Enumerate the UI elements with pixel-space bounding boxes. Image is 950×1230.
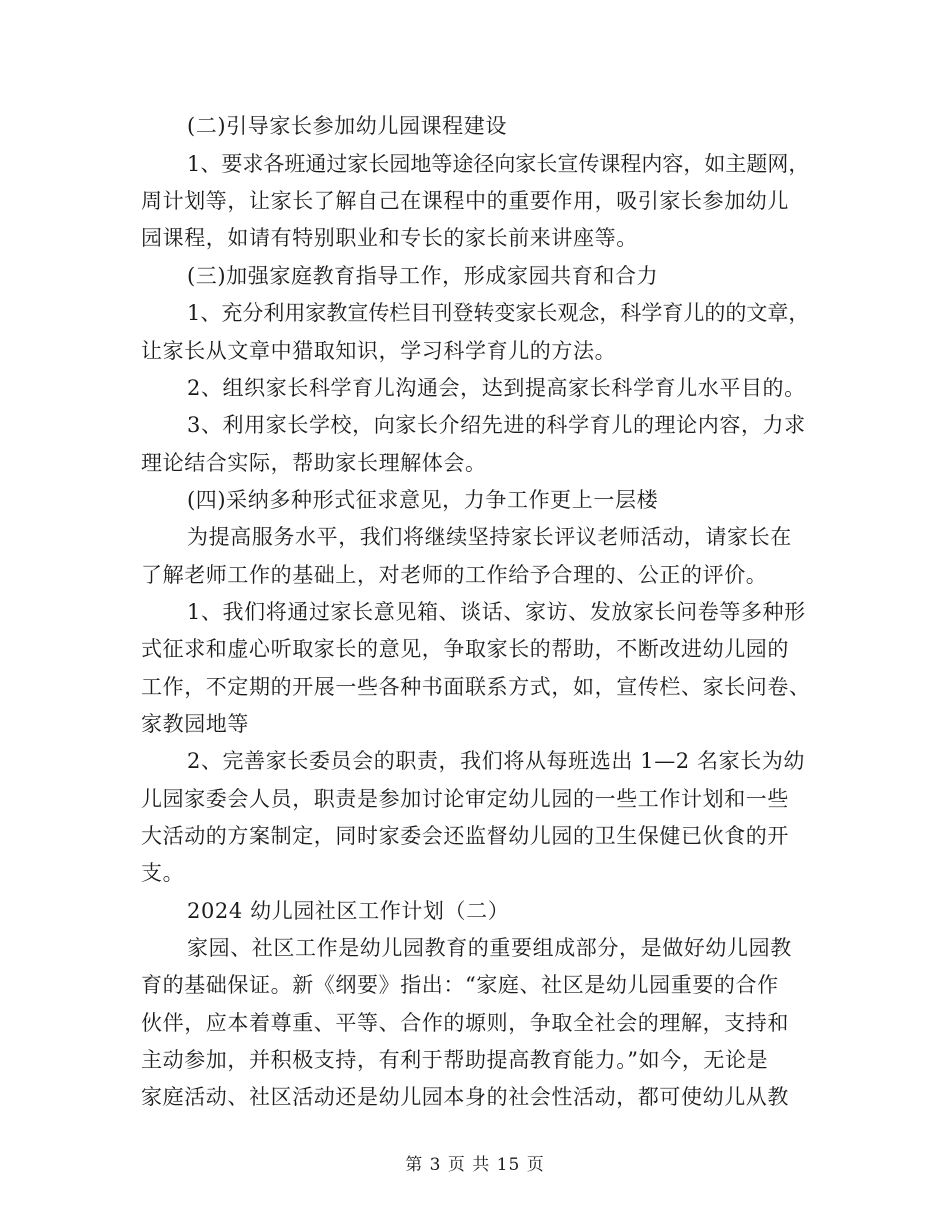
plan-title: 2024 幼儿园社区工作计划（二） [187, 899, 510, 923]
paragraph-line: 伙伴，应本着尊重、平等、合作的塬则，争取全社会的理解，支持和 [141, 1011, 789, 1035]
paragraph-line: 主动参加，并积极支持，有利于帮助提高教育能力。”如今，无论是 [141, 1048, 769, 1072]
paragraph-line: 家园、社区工作是幼儿园教育的重要组成部分，是做好幼儿园教 [187, 936, 792, 960]
paragraph-line: 2、完善家长委员会的职责，我们将从每班选出 1—2 名家长为幼 [187, 749, 806, 773]
section-heading-3: (三)加强家庭教育指导工作，形成家园共育和合力 [187, 264, 659, 288]
paragraph-line: 让家长从文章中猎取知识，学习科学育儿的方法。 [141, 339, 617, 363]
page-footer: 第 3 页 共 15 页 [405, 1155, 545, 1175]
section-heading-2: (二)引导家长参加幼儿园课程建设 [187, 114, 507, 138]
paragraph-line: 支。 [141, 861, 185, 885]
paragraph-line: 1、我们将通过家长意见箱、谈话、家访、发放家长问卷等多种形 [187, 600, 806, 624]
paragraph-line: 2、组织家长科学育儿沟通会，达到提高家长科学育儿水平目的。 [187, 376, 806, 400]
paragraph-line: 了解老师工作的基础上，对老师的工作给予合理的、公正的评价。 [141, 563, 768, 587]
paragraph-line: 1、充分利用家教宣传栏目刊登转变家长观念，科学育儿的的文章， [187, 301, 810, 325]
paragraph-line: 育的基础保证。新《纲要》指出：“家庭、社区是幼儿园重要的合作 [141, 973, 779, 997]
paragraph-line: 理论结合实际，帮助家长理解体会。 [141, 451, 487, 475]
paragraph-line: 3、利用家长学校，向家长介绍先进的科学育儿的理论内容，力求 [187, 413, 806, 437]
paragraph-line: 园课程，如请有特别职业和专长的家长前来讲座等。 [141, 226, 638, 250]
paragraph-line: 1、要求各班通过家长园地等途径向家长宣传课程内容，如主题网， [187, 152, 810, 176]
paragraph-line: 儿园家委会人员，职责是参加讨论审定幼儿园的一些工作计划和一些 [141, 787, 789, 811]
paragraph-line: 大活动的方案制定，同时家委会还监督幼儿园的卫生保健已伙食的开 [141, 824, 789, 848]
paragraph-line: 周计划等，让家长了解自己在课程中的重要作用，吸引家长参加幼儿 [141, 189, 789, 213]
paragraph-line: 为提高服务水平，我们将继续坚持家长评议老师活动，请家长在 [187, 525, 792, 549]
paragraph-line: 式征求和虚心听取家长的意见，争取家长的帮助，不断改进幼儿园的 [141, 637, 789, 661]
paragraph-line: 家教园地等 [141, 712, 249, 736]
paragraph-line: 工作，不定期的开展一些各种书面联系方式，如，宣传栏、家长问卷、 [141, 675, 811, 699]
paragraph-line: 家庭活动、社区活动还是幼儿园本身的社会性活动，都可使幼儿从教 [141, 1085, 789, 1109]
section-heading-4: (四)采纳多种形式征求意见，力争工作更上一层楼 [187, 488, 659, 512]
